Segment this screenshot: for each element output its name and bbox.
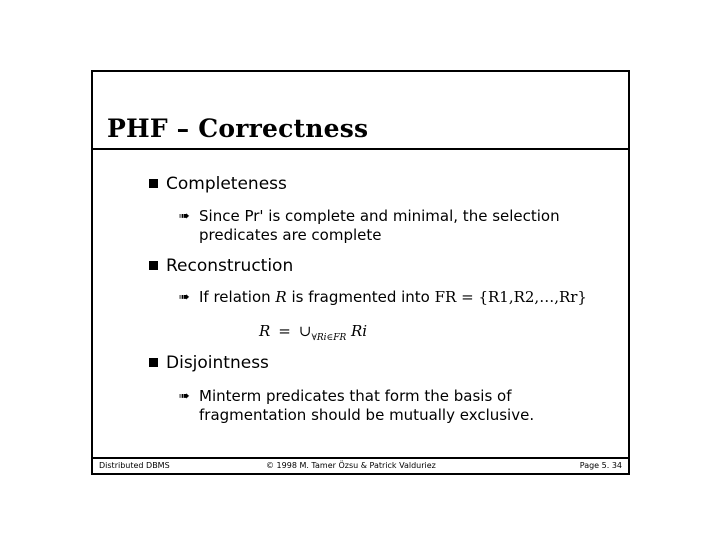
sub-bullet-disjointness <box>179 387 534 425</box>
bullet-heading: Completeness <box>166 174 287 194</box>
sub-bullet-reconstruction <box>179 288 587 307</box>
footer-center: © 1998 M. Tamer Özsu & Patrick Valduriez <box>266 461 436 470</box>
bullet-disjointness <box>149 353 269 373</box>
sub-bullet-prefix: If relation <box>199 288 276 306</box>
sub-bullet-line: fragmentation should be mutually exclusive. <box>199 406 535 424</box>
relation-var: R <box>275 288 287 306</box>
sub-bullet-mid: is fragmented into <box>286 288 435 306</box>
arrow-bullet-icon: ➠ <box>179 389 190 404</box>
slide-title: PHF – Correctness <box>107 114 369 143</box>
slide-frame <box>91 70 630 475</box>
bullet-heading: Disjointness <box>166 353 269 373</box>
bullet-heading: Reconstruction <box>166 256 294 276</box>
formula-equals: = <box>278 322 291 340</box>
footer-left: Distributed DBMS <box>99 461 170 470</box>
square-bullet-icon <box>149 358 158 367</box>
square-bullet-icon <box>149 179 158 188</box>
footer-divider <box>93 457 628 459</box>
sub-bullet-line: predicates are complete <box>199 226 382 244</box>
sub-bullet-completeness <box>179 207 560 245</box>
sub-bullet-line: Since Pr' is complete and minimal, the selection <box>199 207 560 225</box>
union-icon: ∪ <box>298 322 312 340</box>
title-divider <box>93 148 628 150</box>
reconstruction-formula <box>259 322 367 343</box>
fragment-set: FR = {R1,R2,…,Rr} <box>434 288 587 306</box>
formula-rhs: Ri <box>351 322 368 340</box>
footer-right: Page 5. 34 <box>579 461 622 470</box>
arrow-bullet-icon: ➠ <box>179 209 190 224</box>
arrow-bullet-icon: ➠ <box>179 290 190 305</box>
formula-union-subscript: ∀Ri∈FR <box>311 333 347 343</box>
bullet-completeness <box>149 174 287 194</box>
formula-lhs: R <box>259 322 271 340</box>
sub-bullet-line: Minterm predicates that form the basis of <box>199 387 512 405</box>
bullet-reconstruction <box>149 256 293 276</box>
square-bullet-icon <box>149 261 158 270</box>
